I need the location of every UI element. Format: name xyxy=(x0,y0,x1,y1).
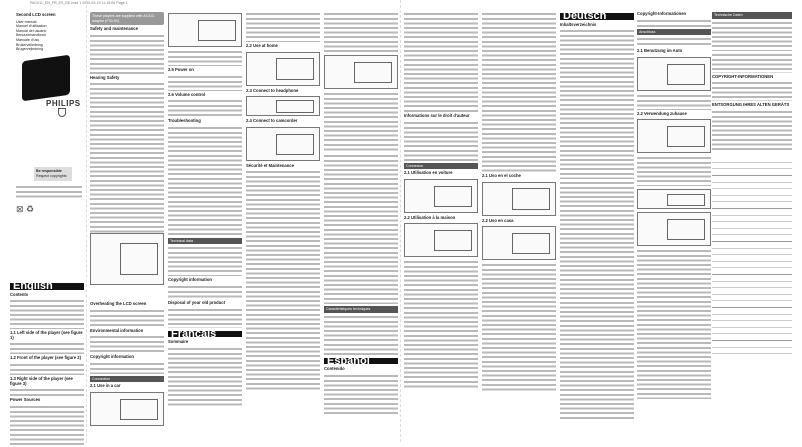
body-text xyxy=(324,374,398,414)
car-figure xyxy=(404,179,478,213)
heading: Power Sources xyxy=(10,397,41,403)
body-text xyxy=(637,249,711,399)
body-text xyxy=(712,110,792,150)
heading: ENTSORGUNG IHRES ALTEN GERÄTS xyxy=(712,102,790,108)
camcorder-figure xyxy=(637,212,711,246)
manual-title: User manual xyxy=(16,19,37,24)
body-text xyxy=(560,181,634,421)
figure xyxy=(324,55,398,89)
headphone-figure xyxy=(637,189,711,209)
body-text xyxy=(168,75,242,91)
page-divider xyxy=(86,0,87,442)
troubleshooting-table xyxy=(324,154,398,304)
heading: 2.4 Connect to camcorder xyxy=(246,118,298,124)
heading: 2.2 Use at home xyxy=(246,43,278,48)
heading: 2.2 Verwendung zuhause xyxy=(637,110,687,116)
col-6 xyxy=(404,10,478,392)
manual-list xyxy=(16,20,82,52)
heading: Sommaire xyxy=(168,339,189,345)
heading: 2.5 Power on xyxy=(168,67,194,72)
heading: 2.6 Volume control xyxy=(168,91,206,97)
body-text xyxy=(90,362,164,374)
body-text xyxy=(404,260,478,390)
connection-figure xyxy=(168,13,242,47)
brand-logo: PHILIPS xyxy=(46,98,81,108)
recycle-icons: ⊠ ♻ xyxy=(16,203,35,214)
col-4 xyxy=(246,10,320,392)
body-text xyxy=(404,12,478,112)
body-text xyxy=(712,53,792,73)
body-text xyxy=(246,12,320,42)
manual-title: Manuale d'uso xyxy=(16,37,40,42)
col-7 xyxy=(482,10,556,395)
col-english-main xyxy=(90,230,164,288)
print-header: PAC011_EN_FR_ES_DE.indd 1 2010-03-19 11:15:06 Page 1 xyxy=(30,1,128,5)
col-10 xyxy=(712,10,792,356)
manual-title: Manuel d'utilisation xyxy=(16,24,47,29)
manual-title: Brukerveiledning xyxy=(16,42,43,47)
col-3 xyxy=(168,10,242,409)
body-text xyxy=(712,21,792,51)
body-text xyxy=(324,12,398,52)
col-english-safety xyxy=(90,10,164,254)
car-figure xyxy=(637,57,711,91)
body-text xyxy=(90,34,164,74)
body-text xyxy=(10,342,84,354)
heading: 1.2 Front of the player (see figure 2) xyxy=(10,355,81,361)
heading: Contenido xyxy=(324,366,345,372)
home-figure xyxy=(482,226,556,260)
manual-title: Benutzerhandbuch xyxy=(16,33,47,38)
body-text xyxy=(246,170,320,390)
body-text xyxy=(168,347,242,407)
manual-title: Brugervejledning xyxy=(16,47,43,52)
body-text xyxy=(168,50,242,66)
heading: Disposal of your old product xyxy=(168,299,225,305)
body-text xyxy=(482,12,556,172)
home-figure xyxy=(246,52,320,86)
body-text xyxy=(168,285,242,299)
cover-page xyxy=(16,10,82,214)
section-bar: Anschluss xyxy=(637,29,711,36)
body-text xyxy=(482,263,556,393)
heading: 1.1 Left side of the player (see figure 1) xyxy=(10,330,83,340)
body-text xyxy=(90,82,164,252)
notes-lines xyxy=(712,156,792,356)
heading: 2.3 Connect to headphone xyxy=(246,87,299,93)
car-figure xyxy=(90,392,164,426)
body-text xyxy=(324,315,398,355)
col-5 xyxy=(324,10,398,416)
body-text xyxy=(10,299,84,329)
col-english xyxy=(10,280,84,447)
language-heading: Français xyxy=(168,331,242,338)
heading: 2.1 Use in a car xyxy=(90,383,121,389)
device-image xyxy=(22,54,70,101)
body-text xyxy=(637,37,711,47)
troubleshooting-table xyxy=(168,126,242,236)
heading: 2.2 Uso en casa xyxy=(482,217,514,223)
device-figure xyxy=(90,233,164,285)
heading: 2.1 Utilisation en voiture xyxy=(404,170,453,176)
heading: Sécurité et Maintenance xyxy=(246,162,294,168)
language-heading: Español xyxy=(324,358,398,365)
language-heading: English xyxy=(10,283,84,290)
body-text xyxy=(168,246,242,276)
heading: Informations sur le droit d'auteur xyxy=(404,113,470,118)
body-text xyxy=(560,29,634,179)
col-english-2 xyxy=(90,300,164,429)
body-text xyxy=(168,308,242,328)
body-text xyxy=(90,309,164,327)
heading: 2.2 Utilisation à la maison xyxy=(404,214,456,220)
heading: Copyright information xyxy=(168,277,212,283)
body-text xyxy=(324,92,398,152)
respect-copyright-badge: Be responsible Respect copyrights xyxy=(34,167,72,180)
heading: Contents xyxy=(10,291,29,297)
section-bar: Technische Daten xyxy=(712,12,792,19)
home-figure xyxy=(637,119,711,153)
heading: Overheating the LCD screen xyxy=(90,301,147,306)
section-bar: Connexion xyxy=(404,163,478,170)
col-9 xyxy=(637,10,711,401)
heading: Copyright information xyxy=(90,354,134,360)
heading: Troubleshooting xyxy=(168,118,201,124)
headphone-figure xyxy=(246,96,320,116)
section-bar: Connection xyxy=(90,376,164,383)
camcorder-figure xyxy=(246,127,320,161)
heading: 2.1 Benutzung im Auto xyxy=(637,48,683,54)
home-figure xyxy=(404,223,478,257)
body-text xyxy=(637,156,711,186)
heading: Safety and maintenance xyxy=(90,26,138,32)
heading: Copyright-Informationen xyxy=(637,11,687,16)
section-bar: Caractéristiques techniques xyxy=(324,306,398,313)
shield-logo xyxy=(58,108,66,117)
body-text xyxy=(10,388,84,396)
body-text xyxy=(404,121,478,161)
manual-title: Manual del usuario xyxy=(16,28,47,33)
notice-bar: These players are supplied with AC/DC adaptor (F30-5V) xyxy=(90,12,164,25)
heading: Hearing Safety xyxy=(90,74,120,80)
language-heading: Deutsch xyxy=(560,13,634,20)
body-text xyxy=(168,99,242,117)
body-text xyxy=(10,363,84,375)
heading: Inhaltsverzeichnis xyxy=(560,21,597,27)
body-text xyxy=(637,19,711,27)
body-text xyxy=(90,335,164,353)
heading: COPYRIGHT-INFORMATIONEN xyxy=(712,73,774,79)
body-text xyxy=(10,405,84,445)
body-text xyxy=(712,81,792,101)
section-bar: Technical data xyxy=(168,238,242,245)
body-text xyxy=(637,94,711,110)
col-8 xyxy=(560,10,634,423)
page-divider xyxy=(400,0,401,442)
car-figure xyxy=(482,182,556,216)
heading: 1.3 Right side of the player (see figure 3) xyxy=(10,375,73,386)
legal-text xyxy=(16,185,82,199)
heading: Environmental information xyxy=(90,327,144,333)
heading: 2.1 Uso en el coche xyxy=(482,173,521,178)
product-title: Second LCD screen xyxy=(16,12,56,17)
